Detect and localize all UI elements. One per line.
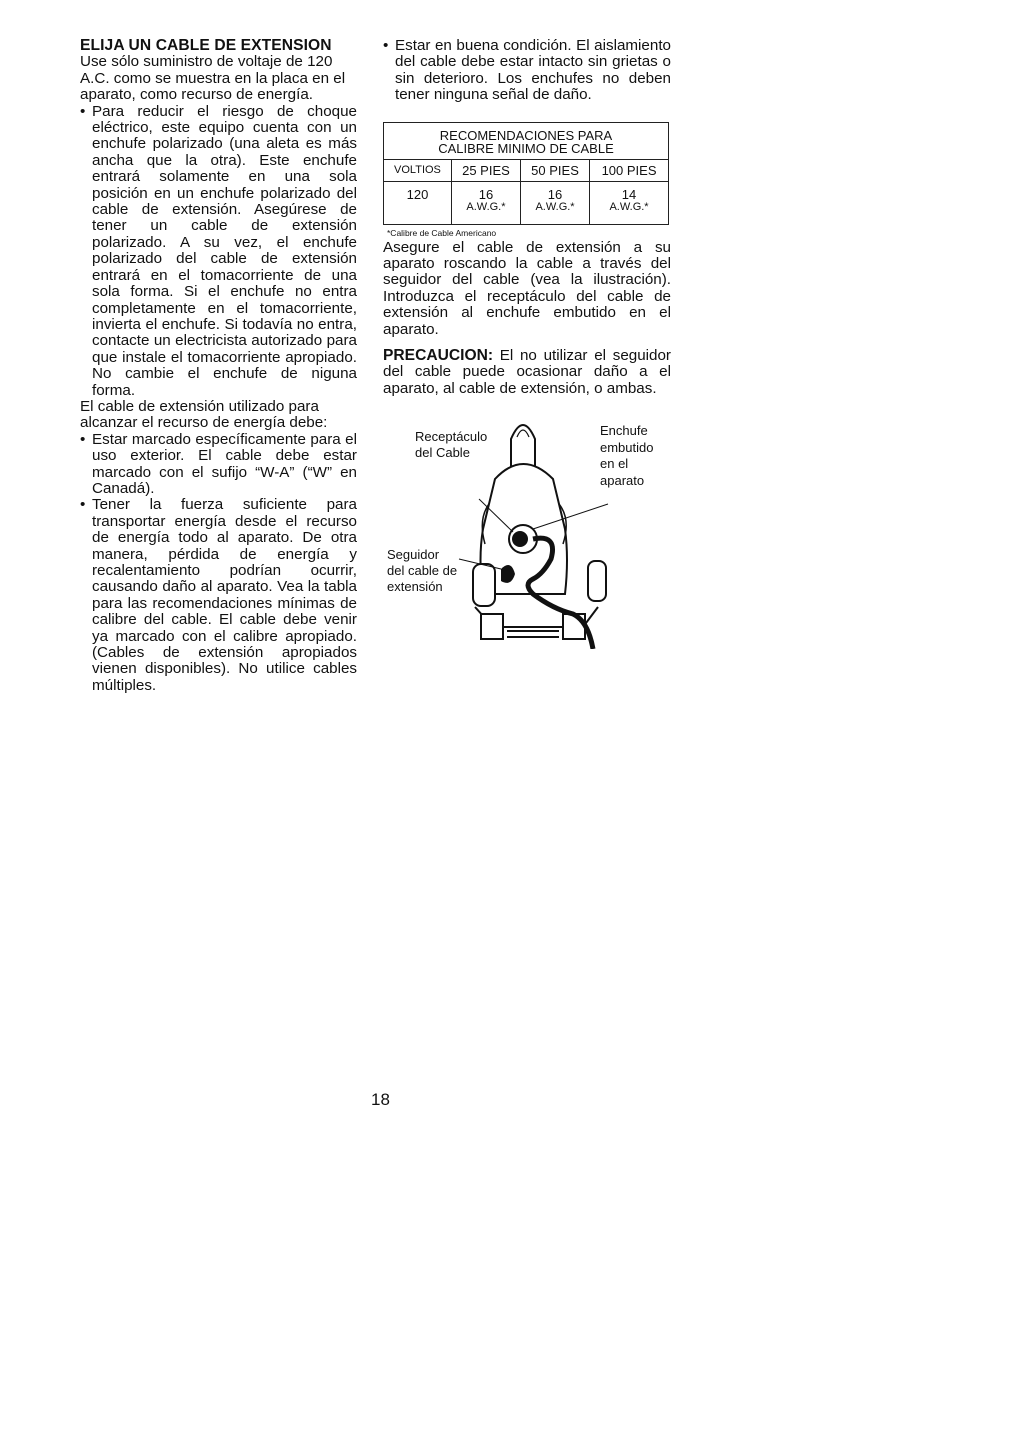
bullet-outdoor-marking: • Estar marcado específicamente para el uso exterior. El cable debe estar marcado con el sufijo “W-A” (“W” en Canadá). <box>80 432 357 498</box>
table-title-line1: RECOMENDACIONES PARA <box>439 127 613 143</box>
caution-label: PRECAUCION: <box>383 347 494 365</box>
cable-retainer-illustration <box>383 409 683 649</box>
gauge-unit: A.W.G.* <box>609 200 649 213</box>
cell-25ft <box>451 181 520 224</box>
table-title <box>384 122 669 159</box>
cable-requirements-paragraph: El cable de extensión utilizado para alcanzar el recurso de energía debe: <box>80 397 328 432</box>
bullet-list-2 <box>80 432 357 695</box>
table-title-line2: CALIBRE MINIMO DE CABLE <box>438 140 614 156</box>
cell-50ft <box>521 181 590 224</box>
bullet-polarized-plug: • Para reducir el riesgo de choque eléctrico, este equipo cuenta con un enchufe polarizado (una aleta es más ancha que la otra). Este enchufe entrará solamente en una sola posición en un enchufe polarizado del cable de extensión. Asegúrese de tener un cable de extensión polarizado. A su vez, el enchufe polarizado del cable de extensión entrará en el tomacorriente de una sola forma. Si el enchufe no entra completamente en el tomacorriente, invierta el enchufe. Si todavía no entra, contacte un electricista autorizado para que instale el tomacorriente apropiado. No cambie el enchufe de niguna forma. <box>80 104 357 399</box>
section-heading: ELIJA UN CABLE DE EXTENSION <box>80 37 332 54</box>
bullet-list-1 <box>80 104 357 399</box>
table-footnote: *Calibre de Cable Americano <box>387 227 497 238</box>
page-number: 18 <box>371 1090 390 1109</box>
caution-paragraph <box>383 348 671 397</box>
label-receptacle: Receptáculo del Cable <box>415 429 488 461</box>
cell-volts: 120 <box>384 181 452 224</box>
gauge-unit: A.W.G.* <box>466 200 506 213</box>
table-row <box>384 181 669 224</box>
intro-paragraph: Use sólo suministro de voltaje de 120 A.C. como se muestra en la placa en el aparato, como recurso de energía. <box>80 53 346 104</box>
table-header-row <box>384 159 669 181</box>
gauge-table-wrapper <box>383 122 671 238</box>
gauge-value: 16 <box>547 186 563 202</box>
header-volts: VOLTIOS <box>384 159 452 181</box>
bullet-gauge-strength: • Tener la fuerza suficiente para transportar energía desde el recurso de energía todo al aparato. De otra manera, pérdida de energía y recalentamiento podrían ocurrir, causando daño al aparato. Vea la tabla para las recomendaciones mínimas de calibre del cable. El cable debe venir ya marcado con el calibre apropiado. (Cables de extensión apropiados vienen disponibles). No utilice cables múltiples. <box>80 497 357 694</box>
caution-text: El no utilizar el seguidor del cable puede ocasionar daño a el aparato, al cable de extensión, o ambas. <box>383 347 671 397</box>
header-100ft: 100 PIES <box>590 159 669 181</box>
gauge-value: 14 <box>621 186 637 202</box>
label-cable-retainer: Seguidor del cable de extensión <box>387 547 458 595</box>
bullet-good-condition: • Estar en buena condición. El aislamiento del cable debe estar intacto sin grietas o sin deterioro. Los enchufes no deben tener ninguna señal de daño. <box>383 38 671 104</box>
gauge-value: 16 <box>478 186 494 202</box>
secure-cable-paragraph: Asegure el cable de extensión a su aparato roscando la cable a través del seguidor del cable (vea la ilustración). Introduzca el receptáculo del cable de extensión al enchufe embutido en el aparato. <box>383 238 671 338</box>
gauge-table <box>383 122 669 225</box>
left-column <box>80 38 357 694</box>
gauge-unit: A.W.G.* <box>535 200 575 213</box>
header-25ft: 25 PIES <box>451 159 520 181</box>
right-column <box>383 38 671 649</box>
cell-100ft <box>590 181 669 224</box>
label-recessed-plug: Enchufe embutido en el aparato <box>600 423 654 488</box>
header-50ft: 50 PIES <box>521 159 590 181</box>
bullet-list-3 <box>383 38 671 104</box>
